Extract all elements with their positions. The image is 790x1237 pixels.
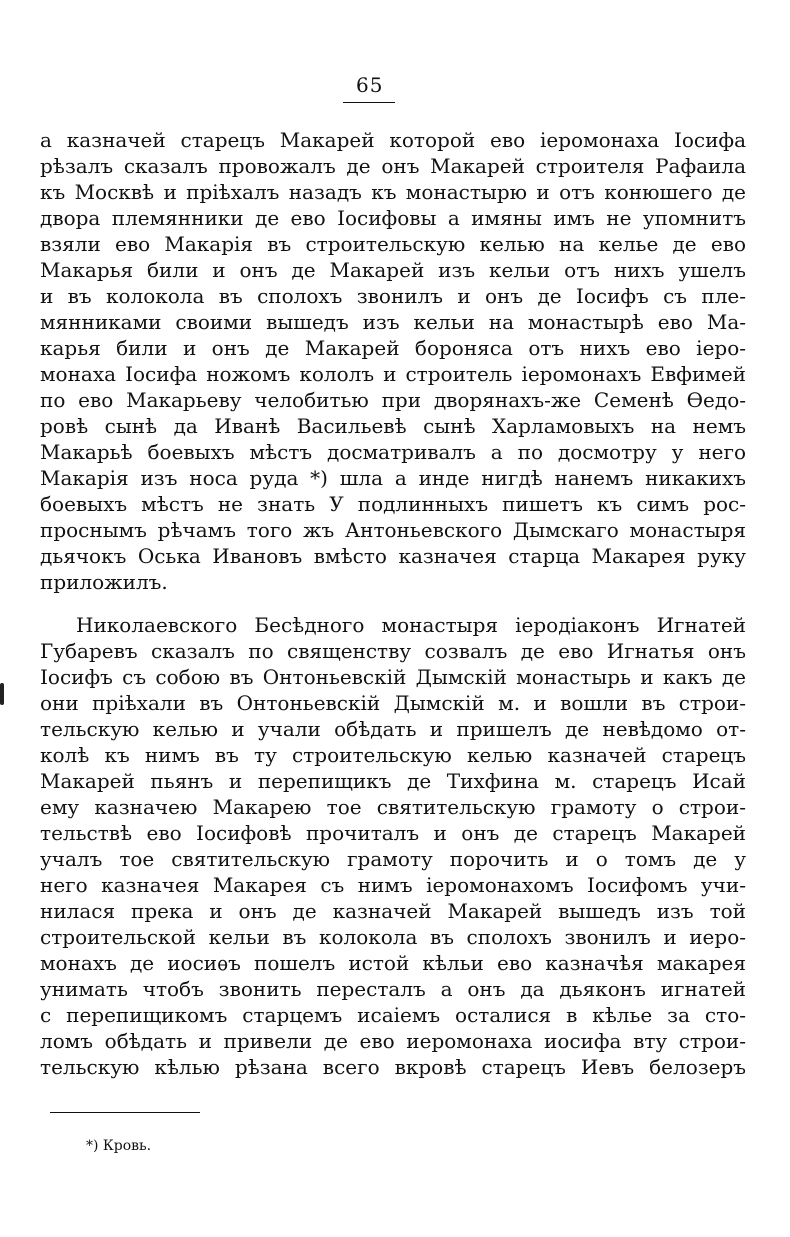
text-line: монаха Іосифа ножомъ кололъ и строитель іеромонахъ Евфимей — [40, 362, 746, 386]
text-line: нилася прека и онъ де казначей Макарей вышедъ изъ той — [40, 899, 746, 923]
text-line: а казначей старецъ Макарей которой ево іеромонаха Іосифа — [40, 128, 746, 152]
text-line: Губаревъ сказалъ по священству созвалъ де ево Игнатья онъ — [40, 639, 746, 663]
text-line: ломъ обѣдать и привели де ево иеромонаха иосифа вту строи- — [40, 1029, 746, 1053]
text-line: дьячокъ Оська Ивановъ вмѣсто казначея старца Макарея руку — [40, 544, 746, 568]
text-line: по ево Макарьеву челобитью при дворянахъ-же Семенѣ Ѳедо- — [40, 388, 746, 412]
text-line: Макарей пьянъ и перепищикъ де Тихфина м. старецъ Исай — [40, 769, 746, 793]
text-line: взяли ево Макарія въ строительскую келью на келье де ево — [40, 232, 746, 256]
text-line: проснымъ рѣчамъ того жъ Антоньевского Дымскаго монастыря — [40, 518, 746, 542]
text-line: Макарьѣ боевыхъ мѣстъ досматривалъ а по досмотру у него — [40, 440, 746, 464]
text-line: они пріѣхали въ Онтоньевскій Дымскій м. и вошли въ строи- — [40, 691, 746, 715]
text-line: Николаевского Бесѣдного монастыря іеродіаконъ Игнатей — [76, 613, 746, 637]
text-line: боевыхъ мѣстъ не знать У подлинныхъ пишетъ къ симъ рос- — [40, 492, 746, 516]
text-line: и въ колокола въ сполохъ звонилъ и онъ де Іосифъ съ пле- — [40, 284, 746, 308]
text-line: монахъ де иосиѳъ пошелъ истой кѣльи ево казначѣя макарея — [40, 951, 746, 975]
text-line: тельствѣ ево Іосифовѣ прочиталъ и онъ де старецъ Макарей — [40, 821, 746, 845]
footnote: *) Кровь. — [86, 1138, 152, 1154]
text-line: ему казначею Макарею тое святительскую грамоту о строи- — [40, 795, 746, 819]
text-line: тельскую кѣлью рѣзана всего вкровѣ старецъ Иевъ белозеръ — [40, 1055, 746, 1079]
text-line: двора племянники де ево Іосифовы а имяны имъ не упомнитъ — [40, 206, 746, 230]
page-number: 65 — [356, 73, 384, 97]
text-line: Макарья били и онъ де Макарей изъ кельи отъ нихъ ушелъ — [40, 258, 746, 282]
text-line: ровѣ сынѣ да Иванѣ Васильевѣ сынѣ Харламовыхъ на немъ — [40, 414, 746, 438]
text-line: с перепищикомъ старцемъ исаіемъ осталися в кѣлье за сто- — [40, 1003, 746, 1027]
page-number-rule — [343, 102, 395, 103]
text-line: карья били и онъ де Макарей бороняса отъ нихъ ево іеро- — [40, 336, 746, 360]
text-line: мянниками своими вышедъ изъ кельи на монастырѣ ево Ма- — [40, 310, 746, 334]
text-line: Іосифъ съ собою въ Онтоньевскій Дымскій монастырь и какъ де — [40, 665, 746, 689]
text-line: унимать чтобъ звонить пересталъ а онъ да дьяконъ игнатей — [40, 977, 746, 1001]
text-line: къ Москвѣ и пріѣхалъ назадъ къ монастырю и отъ конюшего де — [40, 180, 746, 204]
text-line: учалъ тое святительскую грамоту порочить и о томъ де у — [40, 847, 746, 871]
text-line: него казначея Макарея съ нимъ іеромонахомъ Іосифомъ учи- — [40, 873, 746, 897]
text-line: рѣзалъ сказалъ провожалъ де онъ Макарей строителя Рафаила — [40, 154, 746, 178]
footnote-rule — [50, 1112, 200, 1113]
binding-edge-mark — [0, 683, 4, 705]
text-line: строительской кельи въ колокола въ сполохъ звонилъ и иеро- — [40, 925, 746, 949]
text-line: приложилъ. — [40, 570, 168, 594]
text-line: колѣ къ нимъ въ ту строительскую келью казначей старецъ — [40, 743, 746, 767]
text-line: Макарія изъ носа руда *) шла а инде нигдѣ нанемъ никакихъ — [40, 466, 746, 490]
text-line: тельскую келью и учали обѣдать и пришелъ де невѣдомо от- — [40, 717, 746, 741]
